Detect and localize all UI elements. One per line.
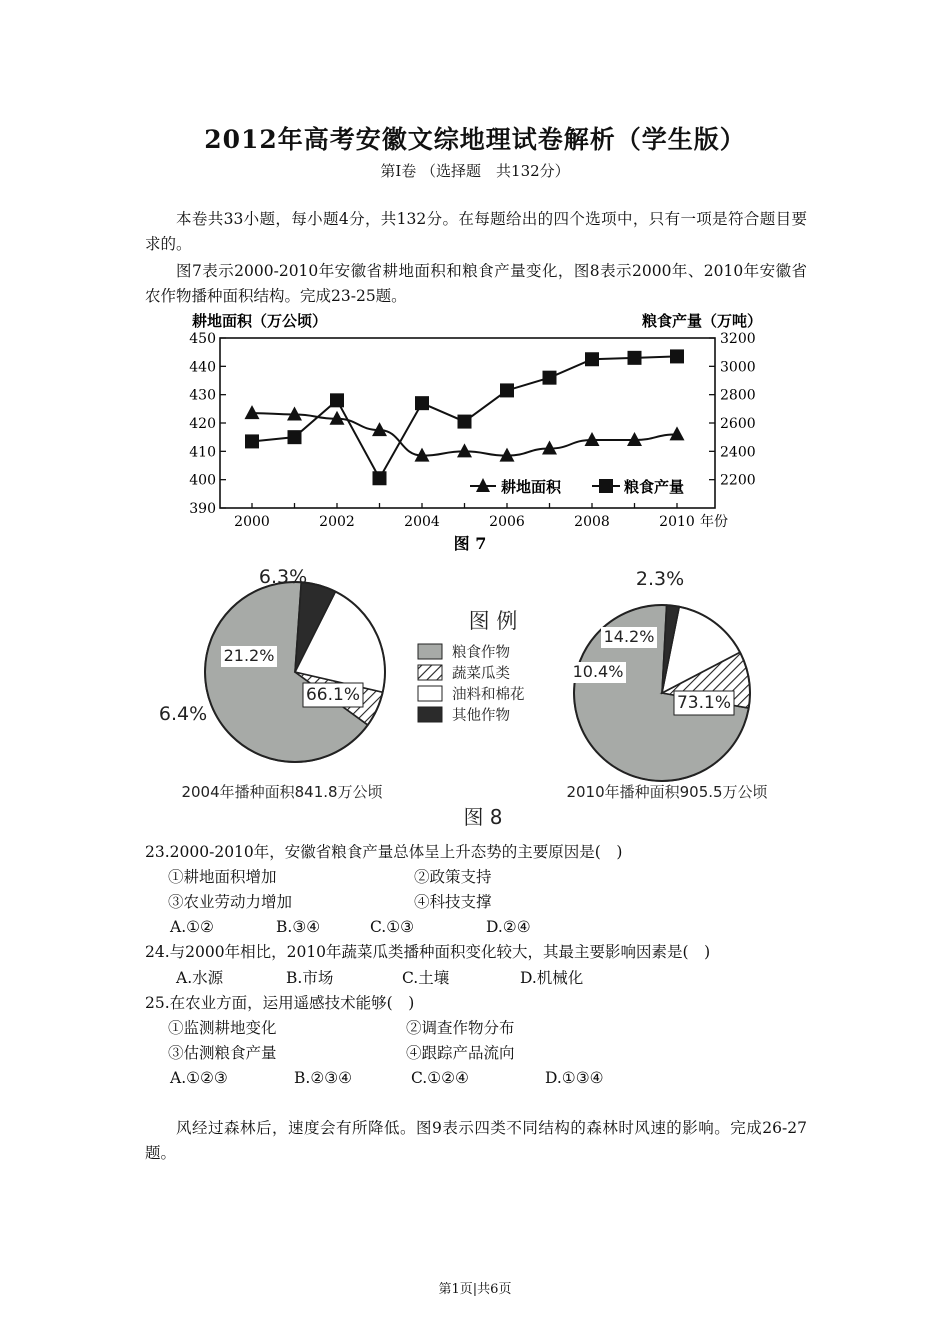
grain-output-point — [628, 351, 642, 365]
question-24-choice-c: C.土壤 — [402, 969, 450, 987]
question-25-choice-c: C.①②④ — [411, 1069, 469, 1087]
legend-label-oil-cotton: 油料和棉花 — [452, 687, 525, 703]
question-25-choice-a: A.①②③ — [170, 1069, 228, 1087]
grain-output-point — [288, 430, 302, 444]
left-tick-label: 440 — [189, 359, 216, 376]
left-tick-label: 400 — [189, 472, 216, 489]
left-axis-title: 耕地面积（万公顷） — [192, 312, 328, 330]
figure-7-line-chart — [180, 308, 780, 558]
grain-output-point — [330, 393, 344, 407]
right-tick-label: 3000 — [720, 359, 756, 376]
left-tick-label: 390 — [189, 501, 216, 517]
left-tick-label: 420 — [189, 416, 216, 432]
right-tick-label: 2800 — [720, 387, 756, 404]
question-25-option-1: ①监测耕地变化 — [168, 1019, 277, 1037]
question-23-choice-a: A.①② — [170, 918, 214, 936]
pie-2010-label-grain: 73.1% — [676, 693, 732, 713]
cultivated-area-point — [245, 405, 260, 419]
pie-2010-label-vegetables: 10.4% — [572, 662, 624, 681]
intro-paragraph: 本卷共33小题，每小题4分，共132分。在每题给出的四个选项中，只有一项是符合题目要求的。 — [145, 210, 807, 253]
cultivated-area-point — [670, 426, 685, 440]
right-axis-title: 粮食产量（万吨） — [641, 312, 762, 330]
grain-output-point — [585, 352, 599, 366]
question-23-option-1: ①耕地面积增加 — [168, 868, 277, 886]
grain-output-point — [670, 349, 684, 363]
x-tick-label: 2004 — [404, 514, 440, 530]
grain-output-point — [245, 434, 259, 448]
next-section-paragraph: 风经过森林后，速度会有所降低。图9表示四类不同结构的森林时风速的影响。完成26-27题。 — [145, 1119, 807, 1162]
grain-output-point — [373, 471, 387, 485]
pie-2004-label-grain: 66.1% — [305, 685, 361, 705]
question-23-choice-b: B.③④ — [276, 918, 321, 936]
legend-label-cultivated-area: 耕地面积 — [501, 478, 562, 496]
question-25-option-4: ④跟踪产品流向 — [406, 1044, 515, 1062]
grain-output-point — [458, 415, 472, 429]
legend-square-marker — [599, 479, 613, 493]
question-25-choice-d: D.①③④ — [545, 1069, 604, 1087]
x-axis-unit-label: 年份 — [700, 514, 728, 530]
question-24-choice-b: B.市场 — [286, 969, 334, 987]
x-tick-label: 2002 — [319, 514, 355, 530]
x-tick-label: 2010 — [659, 514, 695, 530]
question-23-option-2: ②政策支持 — [414, 868, 492, 886]
pie-2010-caption: 2010年播种面积905.5万公顷 — [566, 783, 768, 801]
question-25-choice-b: B.②③④ — [294, 1069, 353, 1087]
question-23-option-4: ④科技支撑 — [414, 893, 492, 911]
legend-label-vegetables: 蔬菜瓜类 — [452, 666, 510, 682]
pie-2004-label-vegetables: 6.4% — [158, 703, 208, 725]
grain-output-point — [415, 396, 429, 410]
question-24-choice-a: A.水源 — [176, 969, 224, 987]
cultivated-area-point — [457, 443, 472, 457]
figure-8-caption: 图 8 — [463, 805, 503, 829]
pie-2004-caption: 2004年播种面积841.8万公顷 — [181, 783, 383, 801]
right-tick-label: 2200 — [720, 472, 756, 489]
question-23-choice-c: C.①③ — [370, 918, 415, 936]
pie-2010-label-other: 2.3% — [635, 568, 685, 590]
legend-label-grain-output: 粮食产量 — [624, 478, 685, 496]
legend-swatch-vegetables — [418, 665, 442, 680]
legend-swatch-other — [418, 707, 442, 722]
legend-swatch-oil-cotton — [418, 686, 442, 701]
figure-7-legend — [470, 478, 684, 496]
section-subtitle: 第Ⅰ卷 （选择题 共132分） — [380, 162, 570, 180]
right-tick-label: 2600 — [720, 416, 756, 432]
question-23-choice-d: D.②④ — [486, 918, 531, 936]
page-title: 2012年高考安徽文综地理试卷解析（学生版） — [204, 125, 746, 154]
question-23-option-3: ③农业劳动力增加 — [168, 893, 293, 911]
question-25-stem: 25.在农业方面，运用遥感技术能够( ) — [145, 994, 415, 1012]
figure-7-caption: 图 7 — [453, 534, 487, 553]
grain-output-point — [543, 371, 557, 385]
left-tick-label: 450 — [189, 331, 216, 347]
figure-8-pie-charts — [150, 560, 800, 830]
grain-output-point — [500, 383, 514, 397]
question-24-choice-d: D.机械化 — [520, 969, 584, 987]
figure-intro-paragraph: 图7表示2000-2010年安徽省耕地面积和粮食产量变化，图8表示2000年、2010年安徽省农作物播种面积结构。完成23-25题。 — [145, 262, 807, 305]
x-tick-label: 2006 — [489, 514, 525, 530]
pie-2004-label-other: 6.3% — [258, 566, 308, 588]
question-24-stem: 24.与2000年相比，2010年蔬菜瓜类播种面积变化较大，其最主要影响因素是( ) — [145, 943, 711, 961]
left-tick-label: 430 — [189, 387, 216, 404]
pie-2004-label-oil-cotton: 21.2% — [223, 646, 275, 665]
legend-label-other: 其他作物 — [452, 708, 510, 724]
legend-label-grain: 粮食作物 — [452, 645, 510, 661]
figure-8-legend — [418, 609, 525, 724]
right-tick-label: 2400 — [720, 444, 756, 461]
x-tick-label: 2000 — [234, 514, 270, 530]
x-tick-label: 2008 — [574, 514, 610, 530]
legend-swatch-grain — [418, 644, 442, 659]
pie-2010-label-oil-cotton: 14.2% — [603, 627, 655, 646]
legend-title: 图 例 — [468, 609, 518, 633]
left-tick-label: 410 — [189, 444, 216, 461]
question-25-option-2: ②调查作物分布 — [406, 1019, 515, 1037]
right-tick-label: 3200 — [720, 331, 756, 347]
question-25-option-3: ③估测粮食产量 — [168, 1044, 277, 1062]
page-footer: 第1页|共6页 — [438, 1282, 512, 1297]
question-23-stem: 23.2000-2010年，安徽省粮食产量总体呈上升态势的主要原因是( ) — [145, 843, 623, 861]
